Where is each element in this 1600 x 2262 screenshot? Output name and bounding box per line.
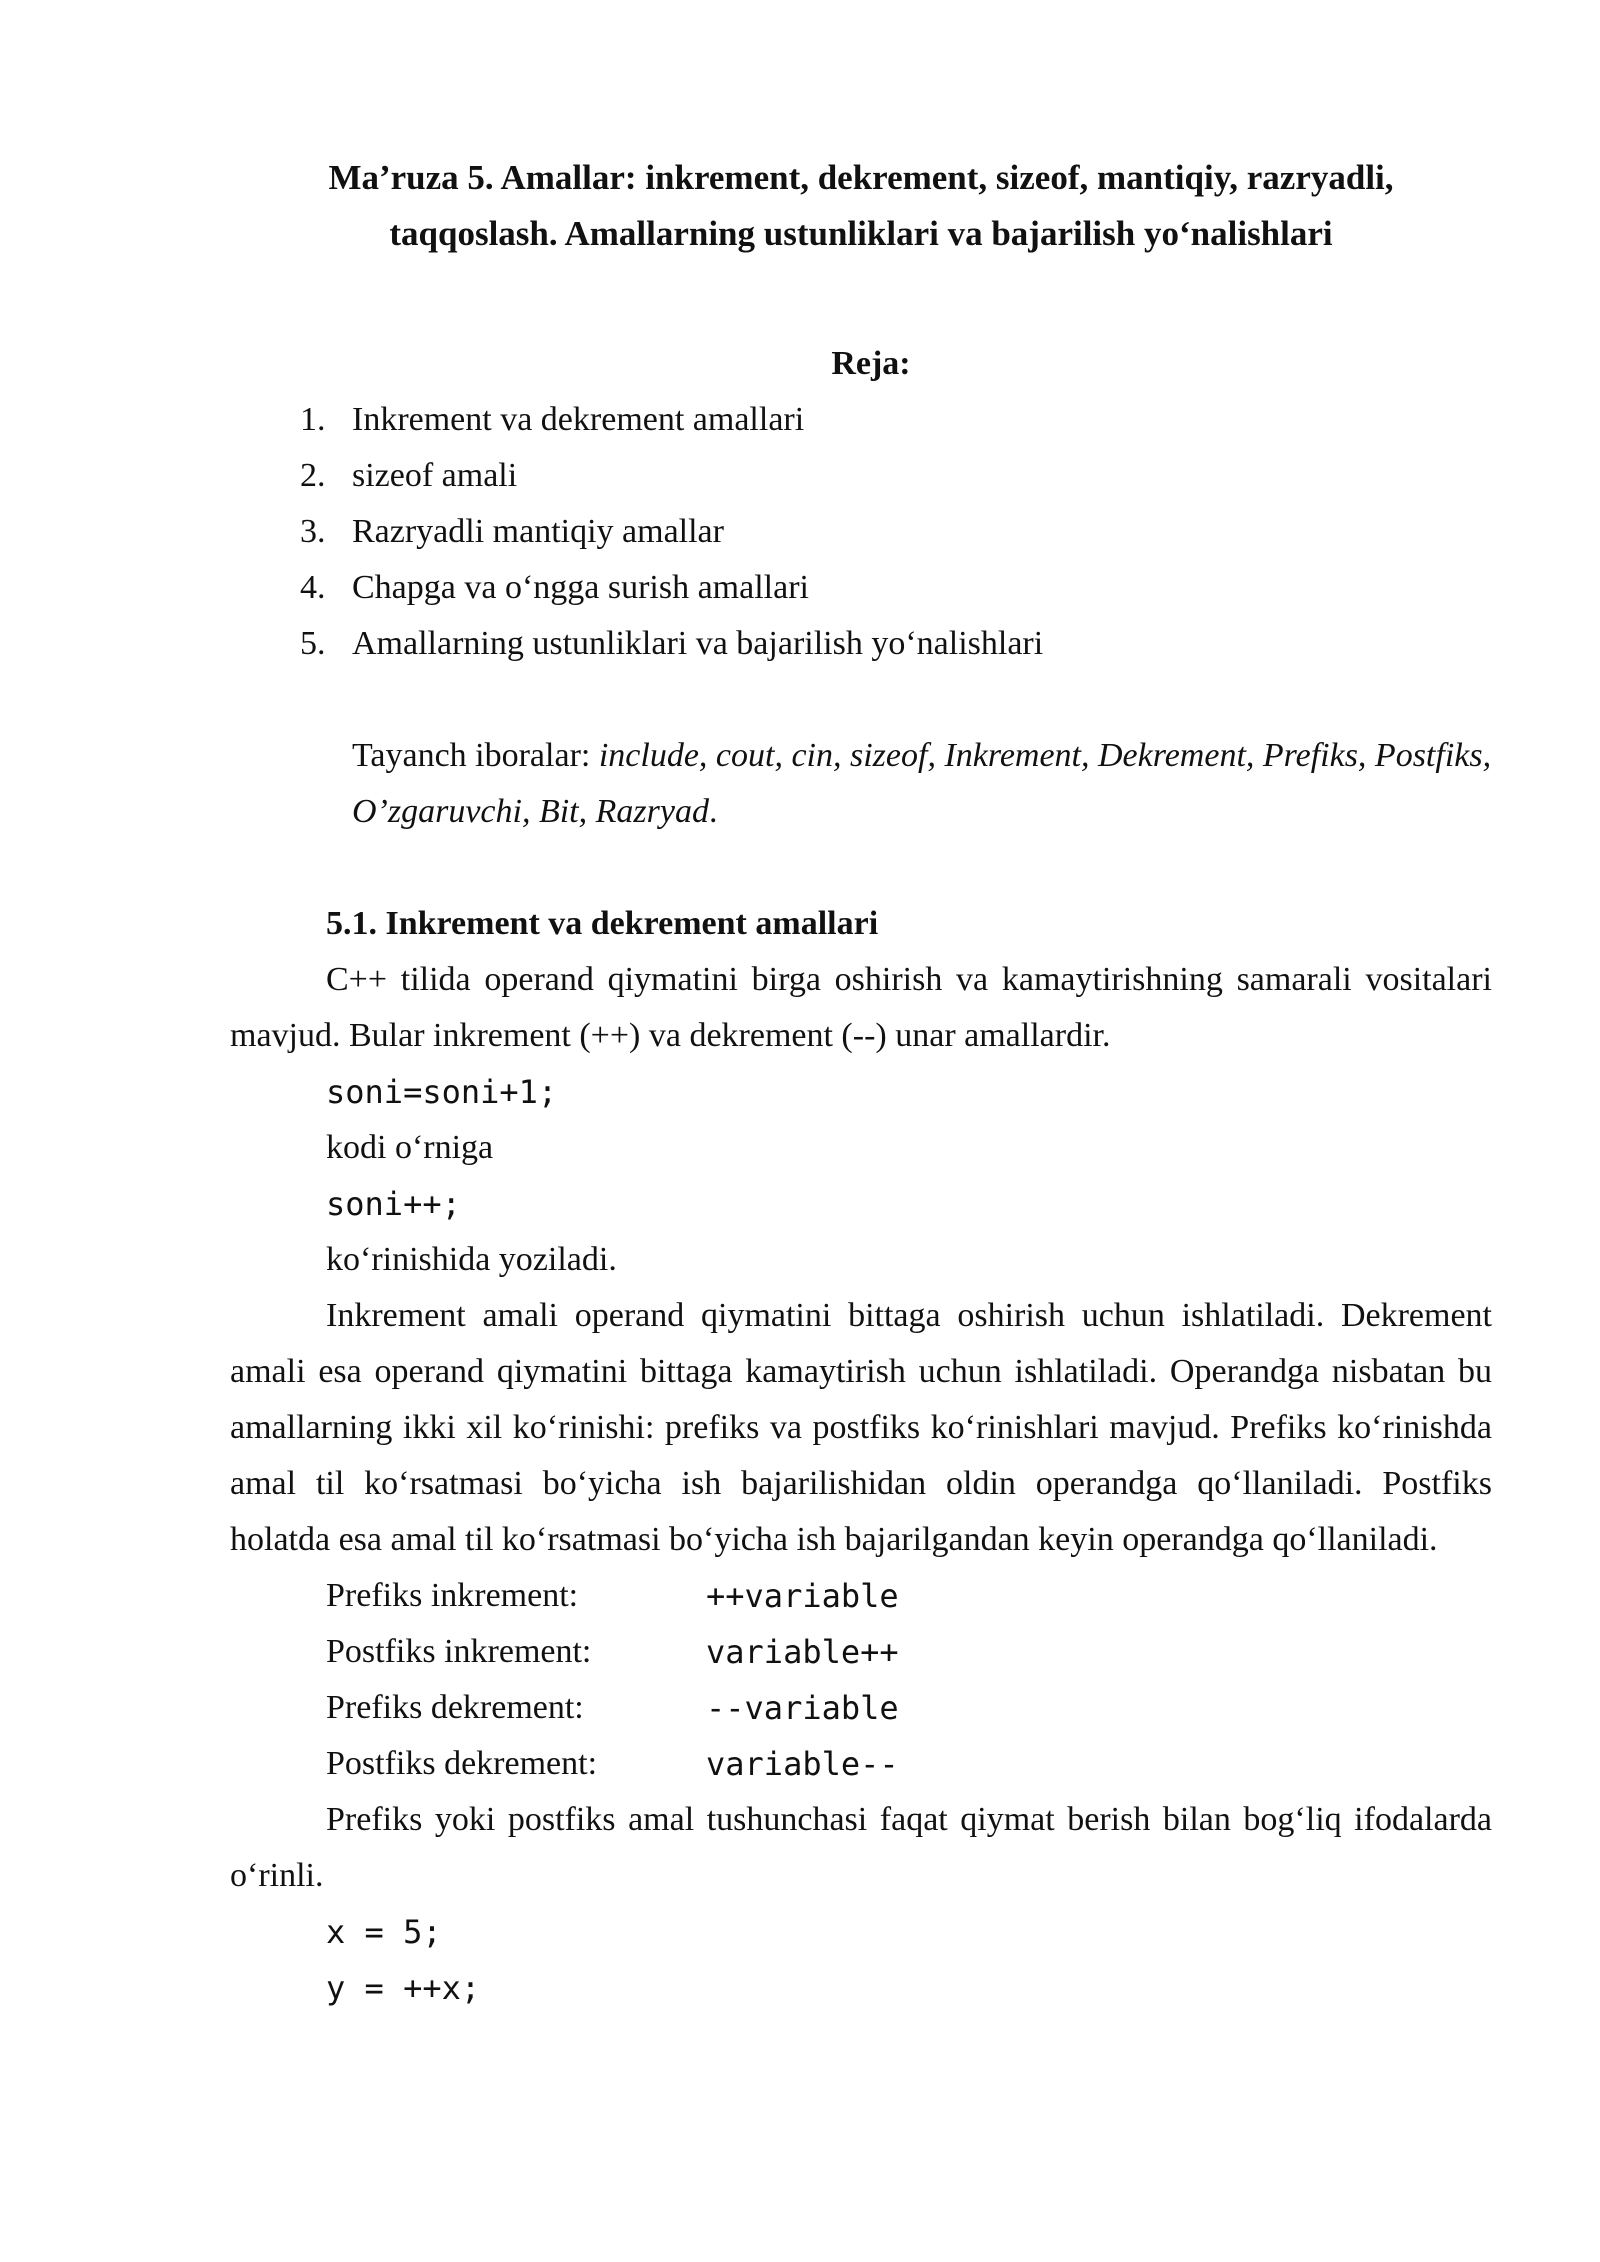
text-line: kodi o‘rniga (326, 1129, 494, 1166)
keywords-label: Tayanch iboralar: (352, 737, 599, 774)
plan-item (300, 504, 1492, 560)
form-label: Postfiks dekrement: (326, 1745, 598, 1782)
form-code: --variable (706, 1689, 899, 1727)
keywords-paragraph (230, 728, 1492, 840)
document-page (230, 150, 1492, 2016)
plan-item-text: Chapga va o‘ngga surish amallari (352, 569, 809, 606)
plan-item-number: 4. (300, 569, 326, 606)
form-row (326, 1680, 1492, 1736)
text-line: ko‘rinishida yoziladi. (326, 1241, 617, 1278)
plan-item-text: Inkrement va dekrement amallari (352, 401, 805, 438)
plan-item (300, 392, 1492, 448)
lecture-title (230, 150, 1492, 262)
form-label: Prefiks dekrement: (326, 1689, 584, 1726)
form-code: variable++ (706, 1633, 899, 1671)
operator-forms (230, 1568, 1492, 1792)
plan-item-text: Razryadli mantiqiy amallar (352, 513, 724, 550)
code-line: x = 5; (326, 1913, 442, 1951)
form-row (326, 1624, 1492, 1680)
section-heading: 5.1. Inkrement va dekrement amallari (326, 905, 879, 942)
plan-item-number: 1. (300, 401, 326, 438)
code-line: soni=soni+1; (326, 1073, 558, 1111)
paragraph-description: Inkrement amali operand qiymatini bittaga oshirish uchun ishlatiladi. Dekrement amali esa operand qiymatini bittaga kamaytirish uchun ishlatiladi. Operandga nisbatan bu amallarning ikki xil ko‘rinishi: prefiks va postfiks ko‘rinishlari mavjud. Prefiks ko‘rinishda amal til ko‘rsatmasi bo‘yicha ish bajarilishidan oldin operandga qo‘llaniladi. Postfiks holatda esa amal til ko‘rsatmasi bo‘yicha ish bajarilgandan keyin operandga qo‘llaniladi. (230, 1297, 1492, 1558)
plan-heading: Reja: (831, 345, 911, 382)
form-code: variable-- (706, 1745, 899, 1783)
plan-item-number: 2. (300, 457, 326, 494)
plan-list (230, 392, 1492, 672)
code-line: y = ++x; (326, 1969, 481, 2007)
code-line: soni++; (326, 1185, 461, 1223)
plan-item-number: 5. (300, 625, 326, 662)
plan-item-text: Amallarning ustunliklari va bajarilish yo‘nalishlari (352, 625, 1044, 662)
paragraph-context: Prefiks yoki postfiks amal tushunchasi faqat qiymat berish bilan bog‘liq ifodalarda o‘rinli. (230, 1801, 1492, 1894)
plan-item-text: sizeof amali (352, 457, 518, 494)
title-line-1: Ma’ruza 5. Amallar: inkrement, dekrement, sizeof, mantiqiy, razryadli, (328, 158, 1394, 197)
form-row (326, 1568, 1492, 1624)
plan-item (300, 448, 1492, 504)
plan-item (300, 616, 1492, 672)
plan-item-number: 3. (300, 513, 326, 550)
plan-item (300, 560, 1492, 616)
form-label: Postfiks inkrement: (326, 1633, 592, 1670)
paragraph-intro: C++ tilida operand qiymatini birga oshirish va kamaytirishning samarali vositalari mavjud. Bular inkrement (++) va dekrement (--) unar amallardir. (230, 961, 1492, 1054)
form-code: ++variable (706, 1577, 899, 1615)
keywords-list: include, cout, cin, sizeof, Inkrement, Dekrement, Prefiks, Postfiks, O’zgaruvchi, Bit, Razryad (352, 737, 1492, 830)
keywords-end: . (708, 793, 718, 830)
form-label: Prefiks inkrement: (326, 1577, 579, 1614)
form-row (326, 1736, 1492, 1792)
title-line-2: taqqoslash. Amallarning ustunliklari va bajarilish yo‘nalishlari (389, 214, 1333, 253)
